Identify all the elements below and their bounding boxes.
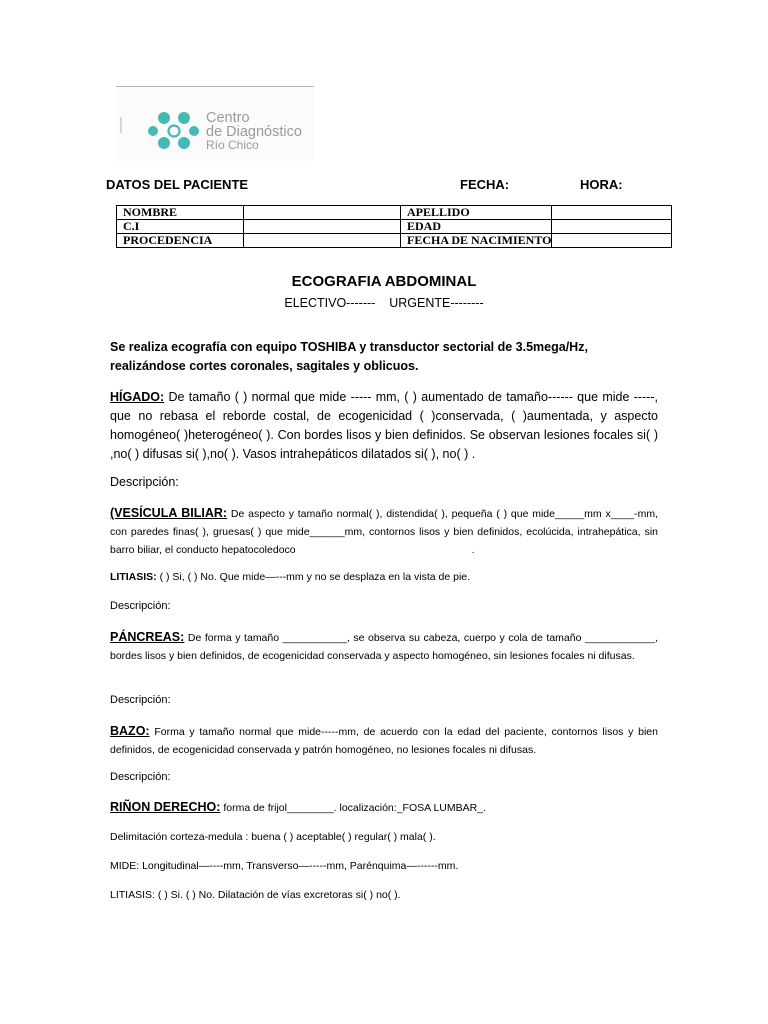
logo-line-2: de Diagnóstico [206,124,302,140]
description-label: Descripción: [110,771,171,783]
liver-label: HÍGADO: [110,390,165,404]
id-value-cell[interactable] [244,220,401,234]
table-label-cell: C.I [117,220,244,234]
lithiasis-line [110,571,470,583]
age-value-cell[interactable] [552,220,672,234]
corticomedullary-line: Delimitación corteza-medula : buena ( ) aceptable( ) regular( ) mala( ). [110,831,436,843]
kidney-measure-line: MIDE: Longitudinal—----mm, Transverso—-----mm, Parénquima—------mm. [110,860,459,872]
gallbladder-text: De aspecto y tamaño normal( ), distendida( ), pequeña ( ) que mide_____mm x____-mm, con paredes finas( ), gruesas( ) que mide______mm, contornos lisos y bien definidos, ecolúcida, intrahepática, sin barro biliar, el conducto hepatocoledoco [110,508,658,556]
name-value-cell[interactable] [244,206,401,220]
logo-dots-icon [144,107,200,153]
table-row [117,220,672,234]
spleen-label: BAZO: [110,724,150,738]
intro-paragraph: Se realiza ecografía con equipo TOSHIBA y transductor sectorial de 3.5mega/Hz, realizándose cortes coronales, sagitales y oblicuos. [110,340,588,373]
logo-line-1: Centro [206,110,250,126]
spleen-text: Forma y tamaño normal que mide-----mm, de acuerdo con la edad del paciente, contornos lisos y bien definidos, de ecogenicidad conservada y patrón homogéneo, no lesiones focales ni difusas. [110,726,658,756]
gallbladder-end: . [471,544,475,556]
table-row [117,206,672,220]
time-label: HORA: [580,177,623,192]
report-title: ECOGRAFIA ABDOMINAL [291,273,477,290]
description-label: Descripción: [110,694,171,706]
pancreas-section [110,628,658,665]
pancreas-label: PÁNCREAS: [110,630,185,644]
gallbladder-label: (VESÍCULA BILIAR: [110,506,228,520]
spleen-section [110,722,658,759]
table-label-cell: APELLIDO [401,206,552,220]
lithiasis-text: ( ) Si, ( ) No. Que mide—---mm y no se desplaza en la vista de pie. [156,571,471,583]
right-kidney-section [110,800,486,814]
origin-value-cell[interactable] [244,234,401,248]
liver-section [110,388,658,464]
clinic-logo [116,87,314,161]
logo-line-3: Río Chico [206,138,259,152]
date-label: FECHA: [460,177,510,192]
table-label-cell: PROCEDENCIA [117,234,244,248]
right-kidney-label: RIÑON DERECHO: [110,800,221,814]
description-label: Descripción: [110,600,171,612]
logo-mark-strip [120,117,122,133]
description-label: Descripción: [110,475,179,489]
table-row [117,234,672,248]
birthdate-value-cell[interactable] [552,234,672,248]
table-label-cell: NOMBRE [117,206,244,220]
gallbladder-section [110,504,658,559]
pancreas-text: De forma y tamaño ___________, se observa su cabeza, cuerpo y cola de tamaño ____________, bordes lisos y bien definidos, de ecogenicidad conservada y aspecto homogéneo, sin lesiones focales ni difusas. [110,632,658,662]
table-label-cell: EDAD [401,220,552,234]
right-kidney-text: forma de frijol________. localización:_FOSA LUMBAR_. [220,802,486,814]
lithiasis-label: LITIASIS: [110,571,157,583]
kidney-lithiasis-line: LITIASIS: ( ) Si. ( ) No. Dilatación de vías excretoras si( ) no( ). [110,889,401,901]
report-subtitle: ELECTIVO------- URGENTE-------- [284,296,484,310]
patient-data-table [116,205,672,248]
surname-value-cell[interactable] [552,206,672,220]
table-label-cell: FECHA DE NACIMIENTO [401,234,552,248]
patient-data-heading: DATOS DEL PACIENTE [106,177,249,192]
liver-text: De tamaño ( ) normal que mide ----- mm, ( ) aumentado de tamaño------ que mide -----, que no rebasa el reborde costal, de ecogenicidad ( )conservada, ( )aumentada, y aspecto homogéneo( )heterogéneo( ). Con bordes lisos y bien definidos. Se observan lesiones focales si( ) ,no( ) difusas si( ),no( ). Vasos intrahepáticos dilatados si( ), no( ) . [110,390,658,461]
